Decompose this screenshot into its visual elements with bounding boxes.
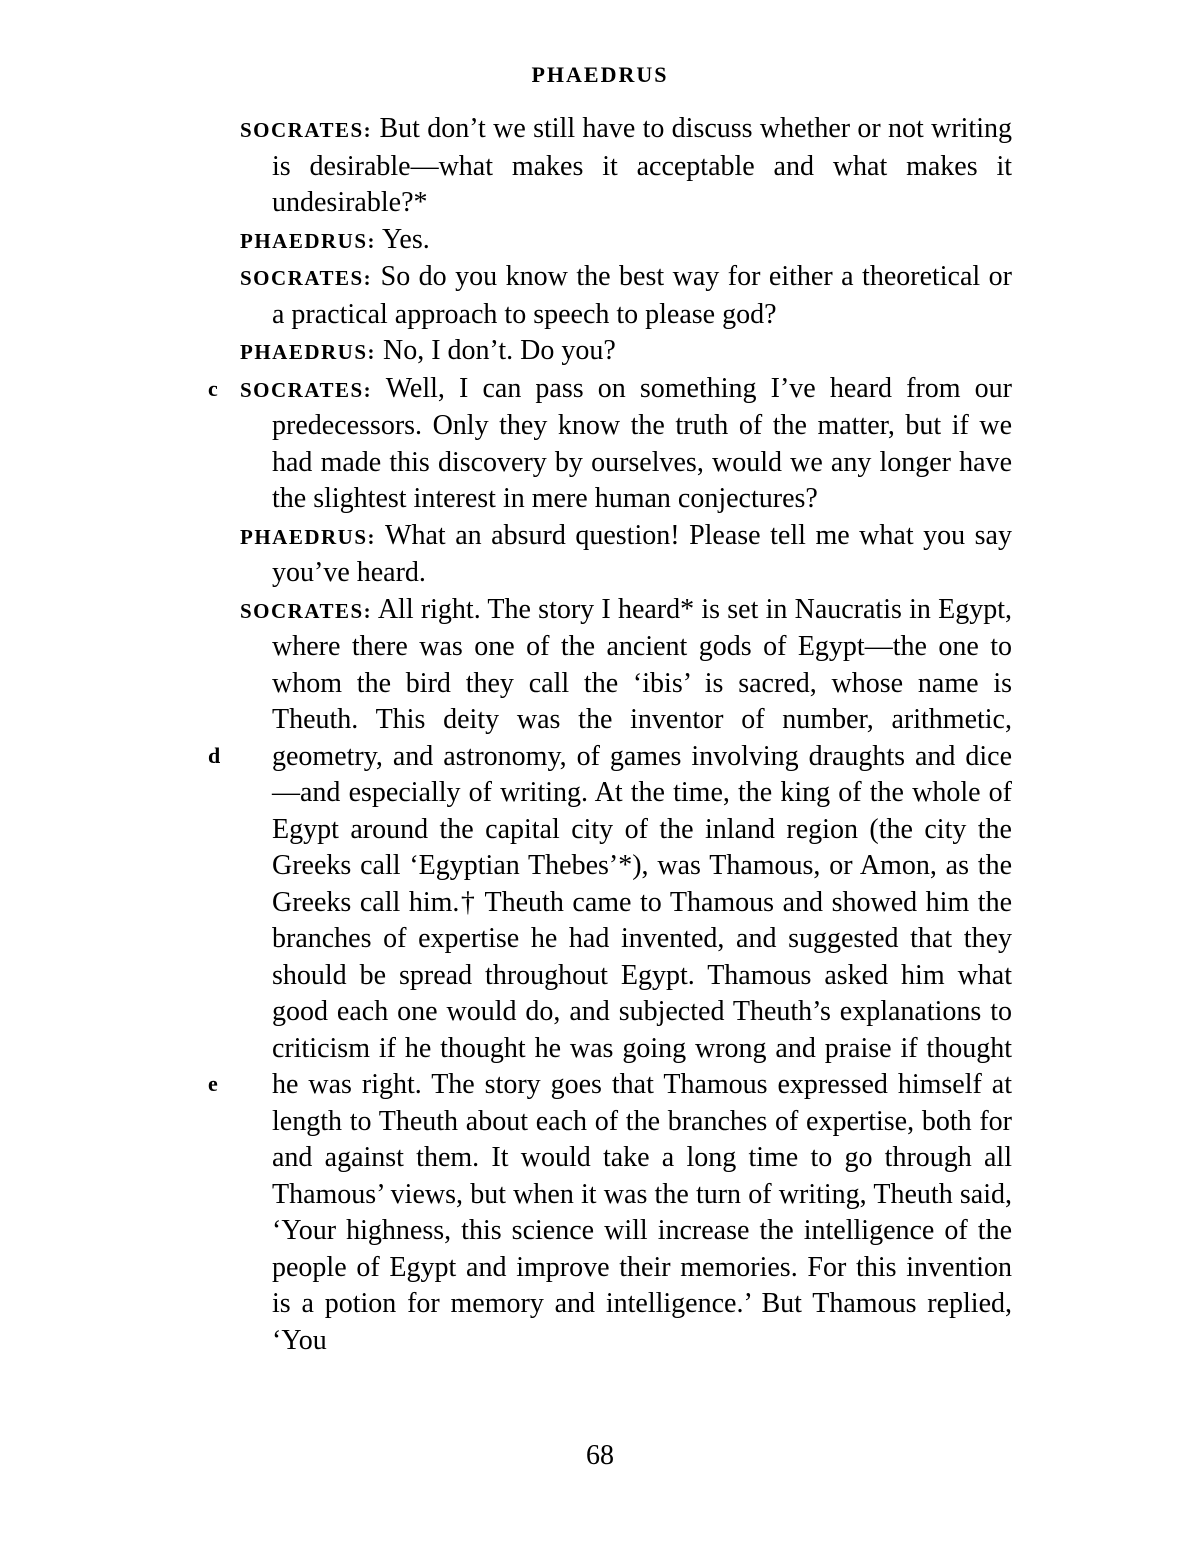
speech-text-part1: All right. The story I heard* is set in Naucratis in Egypt, where there was one of the ancient gods of Egypt—the one to whom the bird they call the ‘ibis’ is sacred, whose name is Theuth. This deity was the inventor of number,	[272, 593, 1012, 735]
margin-ref-e: e	[208, 1070, 218, 1096]
speaker-label: SOCRATES:	[240, 377, 373, 402]
speech-text: What an absurd question! Please tell me what you say you’ve heard.	[272, 519, 1012, 588]
speech-socrates-1	[240, 111, 1012, 222]
speech-phaedrus-3	[240, 518, 1012, 592]
margin-ref-d: d	[208, 742, 221, 768]
speech-text: Well, I can pass on something I’ve heard from our predecessors. Only they know the truth of the matter, but if we had made this discovery by ourselves, would we any longer have the slightest interest in mere human conjectures?	[272, 372, 1012, 514]
speaker-label: PHAEDRUS:	[240, 524, 377, 549]
speech-text-part2: arithmetic, geometry, and astronomy, of games involving draughts and dice—and especially of writing. At the time, the king of the whole of Egypt around the capital city of the inland region (the city the Greeks call ‘Egyptian Thebes’*), was Thamous, or Amon, as the Greeks call him.† Theuth came to Thamous and showed him the branches of expertise he had invented, and suggested that they should be spread throughout Egypt. Thamous asked him what good each one would do, and subjected Theuth’s explanations to	[272, 704, 1012, 1027]
speech-text: No, I don’t. Do you?	[383, 335, 616, 366]
speech-phaedrus-2	[240, 333, 1012, 371]
speech-text: But don’t we still have to discuss whether or not writing is desirable—what makes it acceptable and what makes it undesirable?*	[272, 113, 1012, 218]
dialogue-text	[208, 111, 1012, 1359]
speech-socrates-3	[208, 371, 1012, 518]
speaker-label: SOCRATES:	[240, 598, 373, 623]
running-head: PHAEDRUS	[531, 62, 669, 87]
speaker-label: PHAEDRUS:	[240, 340, 377, 364]
speaker-label: SOCRATES:	[240, 266, 373, 290]
speaker-label: SOCRATES:	[240, 118, 373, 142]
speech-text: So do you know the best way for either a theoretical or a practical approach to speech to please god?	[272, 261, 1012, 330]
speech-socrates-2	[240, 259, 1012, 333]
speech-text: Yes.	[381, 223, 430, 255]
speaker-label: PHAEDRUS:	[240, 228, 377, 253]
speech-phaedrus-1	[240, 222, 1012, 260]
page-number: 68	[586, 1440, 614, 1471]
margin-ref-c: c	[208, 375, 218, 401]
speech-text-part3: criticism if he thought he was going wrong and praise if thought he was right. The story goes that Thamous expressed himself at length to Theuth about each of the branches of expertise, both for and against them. It would take a long time to go through all Thamous’ views, but when it was the turn of writing, Theuth said, ‘Your highness, this science will increase the intelligence of the people of Egypt and improve their memories. For this invention is a potion for memory and intelligence.’ But Thamous replied, ‘You	[272, 1032, 1012, 1356]
speech-socrates-4	[208, 592, 1012, 1360]
